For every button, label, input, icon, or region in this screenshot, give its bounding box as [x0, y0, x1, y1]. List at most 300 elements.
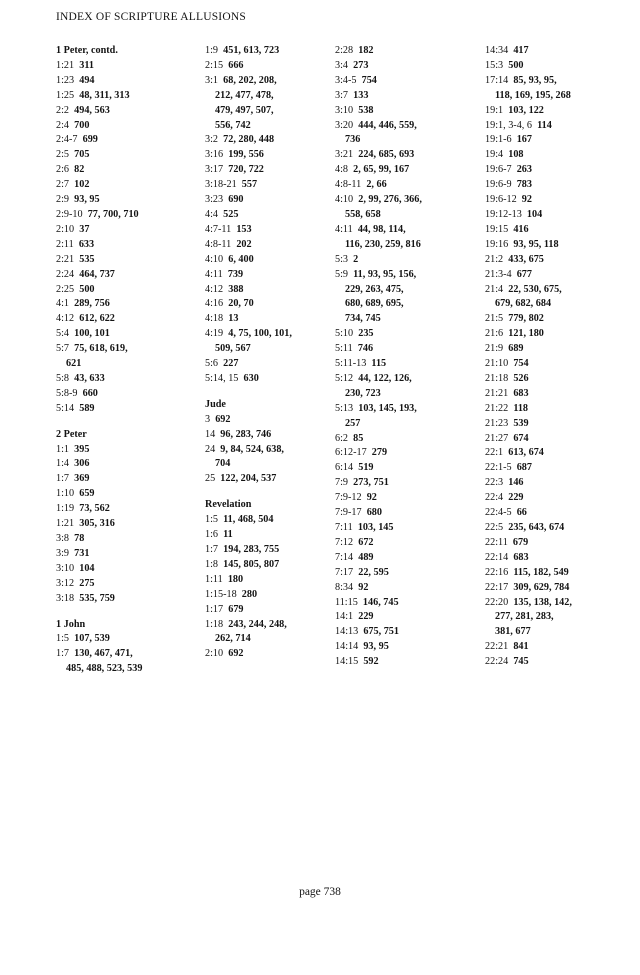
index-entry [335, 193, 480, 223]
page-numbers: 146, 745 [362, 596, 399, 608]
verse-reference: 21:5 [485, 313, 504, 325]
index-entry [335, 223, 480, 253]
verse-reference: 2:6 [56, 164, 70, 176]
index-entry [56, 342, 188, 372]
page-numbers-continued: 479, 497, 507, [215, 104, 274, 116]
verse-reference: 5:11 [335, 343, 353, 355]
verse-reference: 4:10 [335, 194, 354, 206]
page-numbers: 280 [241, 588, 258, 600]
page-numbers: 9, 84, 524, 638, [220, 443, 284, 455]
index-entry [205, 372, 337, 387]
page-numbers: 525 [223, 208, 239, 220]
index-entry [485, 536, 620, 551]
page-numbers-continued: 277, 281, 283, [495, 611, 554, 623]
page-numbers: 783 [516, 179, 532, 191]
page-numbers: 11, 93, 95, 156, [353, 268, 417, 280]
page-numbers: 22, 530, 675, [508, 283, 562, 295]
index-entry [485, 461, 620, 476]
page-numbers: 535, 759 [79, 592, 115, 604]
page-numbers: 612, 622 [79, 313, 115, 325]
index-entry [56, 327, 188, 342]
verse-reference: 3:18 [56, 592, 75, 604]
index-entry [485, 506, 620, 521]
index-entry [56, 502, 188, 517]
page-numbers: 48, 311, 313 [79, 89, 130, 101]
page-numbers: 416 [513, 223, 529, 235]
page-numbers: 4, 75, 100, 101, [228, 328, 292, 340]
index-entry [335, 551, 480, 566]
verse-reference: 1:10 [56, 488, 75, 500]
index-entry [56, 517, 188, 532]
page-numbers: 6, 400 [228, 253, 254, 265]
verse-reference: 2:10 [56, 223, 75, 235]
index-entry [205, 133, 337, 148]
verse-reference: 3:2 [205, 134, 219, 146]
page-numbers: 279 [371, 447, 388, 459]
index-entry [335, 432, 480, 447]
verse-reference: 22:14 [485, 551, 509, 563]
verse-reference: 2:2 [56, 104, 70, 116]
page-numbers: 500 [79, 283, 95, 295]
verse-reference: 1:9 [205, 45, 219, 56]
verse-reference: 3:20 [335, 119, 354, 131]
verse-reference: 19:1, 3-4, 6 [485, 119, 532, 131]
verse-reference: 3:18-21 [205, 179, 237, 191]
page-numbers: 2, 65, 99, 167 [353, 164, 410, 176]
index-column-2 [205, 44, 337, 662]
index-entry [335, 89, 480, 104]
page-numbers: 85 [353, 432, 364, 444]
page-numbers: 93, 95 [363, 641, 389, 653]
verse-reference: 11:15 [335, 596, 358, 608]
index-entry [485, 178, 620, 193]
index-entry [205, 327, 337, 357]
index-entry [335, 536, 480, 551]
index-entry [485, 446, 620, 461]
index-entry [485, 521, 620, 536]
verse-reference: 2:21 [56, 253, 75, 265]
page-numbers: 104 [526, 208, 543, 220]
verse-reference: 5:8 [56, 372, 70, 384]
page-numbers: 700 [74, 119, 90, 131]
index-entry [205, 573, 337, 588]
index-entry [205, 223, 337, 238]
index-entry [205, 543, 337, 558]
index-entry [205, 253, 337, 268]
index-entry [485, 74, 620, 104]
page-numbers: 289, 756 [74, 298, 110, 310]
index-entry [485, 59, 620, 74]
verse-reference: 1:15-18 [205, 588, 237, 600]
index-entry [205, 178, 337, 193]
verse-reference: 7:9-17 [335, 507, 362, 519]
page-numbers: 146 [508, 477, 524, 489]
index-entry [56, 223, 188, 238]
page-numbers: 311 [79, 59, 94, 71]
index-entry [205, 647, 337, 662]
index-entry [56, 487, 188, 502]
verse-reference: 1:18 [205, 618, 224, 630]
page-numbers: 674 [513, 432, 529, 444]
page-numbers: 114 [537, 119, 552, 131]
page-numbers: 115, 182, 549 [513, 566, 569, 578]
index-entry [205, 472, 337, 487]
verse-reference: 5:10 [335, 328, 354, 340]
page-numbers: 92 [521, 194, 532, 206]
page-numbers: 754 [513, 358, 529, 370]
verse-reference: 1:6 [205, 529, 219, 541]
index-entry [205, 588, 337, 603]
page-numbers: 779, 802 [508, 313, 544, 325]
verse-reference: 4:8-11 [205, 238, 232, 250]
page-numbers: 235 [358, 328, 374, 340]
page-numbers: 229 [508, 492, 524, 504]
page-numbers: 68, 202, 208, [223, 74, 277, 86]
page-numbers: 500 [508, 59, 524, 71]
verse-reference: 22:16 [485, 566, 509, 578]
page-numbers: 167 [516, 134, 532, 146]
verse-reference: 22:4 [485, 492, 504, 504]
verse-reference: 19:15 [485, 223, 509, 235]
index-entry [485, 342, 620, 357]
index-entry [56, 148, 188, 163]
index-entry [485, 357, 620, 372]
page-numbers: 182 [358, 45, 374, 56]
index-entry [335, 581, 480, 596]
verse-reference: 5:6 [205, 358, 219, 370]
index-entry [205, 44, 337, 59]
verse-reference: 17:14 [485, 74, 509, 86]
verse-reference: 22:4-5 [485, 507, 512, 519]
page-numbers: 305, 316 [79, 518, 115, 530]
index-entry [335, 104, 480, 119]
index-entry [205, 513, 337, 528]
book-heading: 1 John [56, 618, 86, 630]
page-numbers: 92 [366, 492, 377, 504]
index-entry [485, 372, 620, 387]
page-numbers: 275 [79, 577, 95, 589]
page-numbers-continued: 230, 723 [345, 387, 381, 399]
verse-reference: 3:12 [56, 577, 75, 589]
page-numbers: 731 [74, 547, 90, 559]
page-numbers-continued: 381, 677 [495, 626, 531, 638]
page-numbers: 539 [513, 417, 529, 429]
index-entry [485, 581, 620, 596]
index-entry [56, 647, 188, 677]
verse-reference: 2:11 [56, 238, 74, 250]
index-entry [485, 402, 620, 417]
page-numbers-continued: 257 [345, 417, 361, 429]
page-numbers: 121, 180 [508, 328, 544, 340]
index-entry [56, 253, 188, 268]
verse-reference: 3:10 [335, 104, 354, 116]
index-entry [205, 558, 337, 573]
page-numbers: 306 [74, 458, 90, 470]
index-entry [485, 476, 620, 491]
verse-reference: 4:12 [205, 283, 224, 295]
verse-reference: 22:24 [485, 656, 509, 668]
index-entry [56, 297, 188, 312]
page-numbers: 666 [228, 59, 244, 71]
page-numbers: 720, 722 [228, 164, 264, 176]
index-entry [485, 119, 620, 134]
page-numbers: 679 [512, 536, 529, 548]
page-numbers-continued: 116, 230, 259, 816 [345, 238, 421, 250]
verse-reference: 3:7 [335, 89, 349, 101]
page-numbers: 100, 101 [74, 328, 110, 340]
page-numbers: 687 [516, 462, 532, 474]
page-numbers: 672 [358, 536, 374, 548]
page-numbers: 754 [361, 74, 377, 86]
index-entry [485, 208, 620, 223]
page-numbers: 589 [79, 402, 95, 414]
index-entry [56, 312, 188, 327]
index-entry [485, 387, 620, 402]
verse-reference: 14:15 [335, 656, 359, 668]
verse-reference: 4:19 [205, 328, 224, 340]
verse-reference: 24 [205, 443, 216, 455]
page-numbers: 108 [508, 149, 524, 161]
page-numbers: 746 [357, 343, 374, 355]
verse-reference: 19:4 [485, 149, 504, 161]
page-numbers: 44, 122, 126, [358, 372, 412, 384]
page-numbers: 417 [513, 45, 529, 56]
verse-reference: 1:7 [205, 544, 219, 555]
verse-reference: 4:1 [56, 298, 70, 310]
page-numbers: 369 [74, 473, 90, 485]
page-numbers: 135, 138, 142, [513, 596, 572, 608]
index-entry [485, 223, 620, 238]
page-numbers: 115 [371, 358, 387, 370]
index-entry [335, 521, 480, 536]
page-numbers: 243, 244, 248, [228, 618, 287, 630]
verse-reference: 21:22 [485, 402, 509, 414]
book-heading: 2 Peter [56, 428, 87, 440]
index-entry [335, 357, 480, 372]
verse-reference: 14 [205, 428, 216, 440]
page-numbers: 692 [215, 413, 231, 425]
book-heading: Jude [205, 398, 226, 410]
page-numbers: 122, 204, 537 [220, 473, 277, 485]
verse-reference: 2:7 [56, 179, 70, 191]
index-entry [56, 238, 188, 253]
page-numbers: 227 [223, 358, 239, 370]
page-numbers: 72, 280, 448 [223, 134, 275, 146]
verse-reference: 22:1 [485, 447, 504, 459]
index-entry [205, 312, 337, 327]
page-numbers: 745 [513, 656, 529, 668]
page-numbers: 224, 685, 693 [358, 149, 415, 161]
index-entry [335, 163, 480, 178]
verse-reference: 22:21 [485, 641, 509, 653]
index-entry [335, 59, 480, 74]
verse-reference: 3:16 [205, 149, 224, 161]
page-numbers: 592 [363, 656, 379, 668]
verse-reference: 21:21 [485, 387, 509, 399]
page-numbers: 44, 98, 114, [357, 223, 406, 235]
page-numbers: 705 [74, 149, 90, 161]
verse-reference: 21:3-4 [485, 268, 512, 280]
verse-reference: 14:34 [485, 45, 509, 56]
page-numbers: 235, 643, 674 [508, 522, 565, 533]
verse-reference: 5:8-9 [56, 387, 78, 399]
index-entry [205, 59, 337, 74]
verse-reference: 1:7 [56, 648, 70, 660]
page-numbers: 73, 562 [79, 503, 110, 515]
verse-reference: 5:7 [56, 343, 70, 355]
index-entry [56, 163, 188, 178]
verse-reference: 4:18 [205, 313, 224, 325]
page-numbers: 675, 751 [363, 626, 399, 638]
page-numbers: 263 [516, 164, 532, 176]
verse-reference: 2:15 [205, 59, 224, 71]
index-entry [335, 253, 480, 268]
verse-reference: 1:21 [56, 518, 75, 530]
page-header: INDEX OF SCRIPTURE ALLUSIONS [56, 11, 246, 23]
index-entry [56, 268, 188, 283]
page-numbers-continued: 262, 714 [215, 633, 251, 645]
index-entry [56, 547, 188, 562]
verse-reference: 2:10 [205, 648, 224, 660]
verse-reference: 6:2 [335, 432, 349, 444]
page-numbers: 273, 751 [353, 477, 389, 489]
verse-reference: 2:9-10 [56, 208, 83, 220]
verse-reference: 14:14 [335, 641, 359, 653]
verse-reference: 7:12 [335, 536, 354, 548]
page-numbers-continued: 680, 689, 695, [345, 298, 404, 310]
page-numbers: 13 [228, 313, 239, 325]
page-numbers: 107, 539 [74, 633, 110, 645]
page-numbers: 104 [79, 562, 95, 574]
verse-reference: 21:4 [485, 283, 504, 295]
page-numbers: 395 [74, 443, 90, 455]
page-numbers-continued: 558, 658 [345, 208, 381, 220]
verse-reference: 3:10 [56, 562, 75, 574]
index-entry [485, 655, 620, 670]
index-entry [485, 640, 620, 655]
verse-reference: 7:9-12 [335, 492, 362, 504]
index-entry [56, 577, 188, 592]
verse-reference: 4:4 [205, 208, 219, 220]
index-entry [56, 632, 188, 647]
index-column-4 [485, 44, 620, 670]
verse-reference: 2:25 [56, 283, 75, 295]
verse-reference: 1:23 [56, 74, 75, 86]
verse-reference: 4:11 [335, 223, 353, 235]
verse-reference: 7:11 [335, 522, 353, 533]
page-numbers: 464, 737 [79, 268, 115, 280]
page-numbers: 180 [227, 573, 244, 585]
page-numbers: 153 [236, 223, 252, 235]
index-entry [335, 625, 480, 640]
verse-reference: 19:1-6 [485, 134, 512, 146]
index-entry [205, 357, 337, 372]
page-numbers-continued: 679, 682, 684 [495, 298, 552, 310]
index-entry [56, 119, 188, 134]
page-numbers: 309, 629, 784 [513, 581, 570, 593]
page-numbers: 526 [513, 372, 529, 384]
index-entry [205, 443, 337, 473]
verse-reference: 19:6-9 [485, 179, 512, 191]
index-entry [485, 491, 620, 506]
index-column-3 [335, 44, 480, 670]
verse-reference: 4:7-11 [205, 223, 232, 235]
page-numbers: 388 [228, 283, 244, 295]
verse-reference: 3:4-5 [335, 74, 357, 86]
verse-reference: 15:3 [485, 59, 504, 71]
index-entry [56, 89, 188, 104]
index-entry [485, 238, 620, 253]
index-entry [485, 596, 620, 641]
page-numbers-continued: 736 [345, 134, 361, 146]
verse-reference: 3:9 [56, 547, 70, 559]
verse-reference: 7:17 [335, 566, 354, 578]
index-entry [485, 104, 620, 119]
index-entry [205, 238, 337, 253]
index-entry [56, 104, 188, 119]
index-entry [205, 208, 337, 223]
verse-reference: 22:1-5 [485, 462, 512, 474]
verse-reference: 2:9 [56, 194, 70, 206]
verse-reference: 19:1 [485, 104, 504, 116]
verse-reference: 3 [205, 413, 211, 425]
index-entry [56, 283, 188, 298]
verse-reference: 3:21 [335, 149, 354, 161]
page-numbers: 92 [358, 581, 369, 593]
verse-reference: 4:11 [205, 268, 223, 280]
index-entry [205, 193, 337, 208]
verse-reference: 22:5 [485, 522, 504, 533]
index-entry [205, 297, 337, 312]
index-entry [485, 417, 620, 432]
page-numbers: 683 [513, 387, 529, 399]
verse-reference: 19:6-12 [485, 194, 517, 206]
page-numbers: 103, 145 [357, 522, 394, 533]
verse-reference: 21:27 [485, 432, 509, 444]
verse-reference: 4:8-11 [335, 179, 362, 191]
page-numbers: 85, 93, 95, [513, 74, 557, 86]
index-entry [56, 387, 188, 402]
page-numbers: 2, 66 [366, 179, 387, 191]
index-entry [335, 119, 480, 149]
index-entry [335, 655, 480, 670]
index-entry [205, 618, 337, 648]
index-entry [335, 327, 480, 342]
page-numbers: 689 [508, 343, 524, 355]
page-numbers: 679 [228, 603, 244, 615]
page-numbers: 93, 95 [74, 194, 100, 206]
index-entry [485, 193, 620, 208]
page-numbers: 118 [513, 402, 529, 414]
verse-reference: 1:4 [56, 458, 70, 470]
page-numbers: 93, 95, 118 [513, 238, 559, 250]
index-entry [56, 133, 188, 148]
verse-reference: 5:12 [335, 372, 354, 384]
index-entry [56, 532, 188, 547]
page-numbers: 451, 613, 723 [223, 45, 280, 56]
page-numbers: 194, 283, 755 [223, 544, 280, 555]
page-numbers: 433, 675 [508, 253, 544, 265]
page-numbers: 633 [78, 238, 95, 250]
page-numbers: 519 [358, 462, 374, 474]
index-entry [205, 428, 337, 443]
page-numbers: 494 [79, 74, 95, 86]
index-entry [335, 566, 480, 581]
verse-reference: 19:6-7 [485, 164, 512, 176]
index-entry [205, 413, 337, 428]
index-entry [56, 592, 188, 607]
verse-reference: 3:4 [335, 59, 349, 71]
